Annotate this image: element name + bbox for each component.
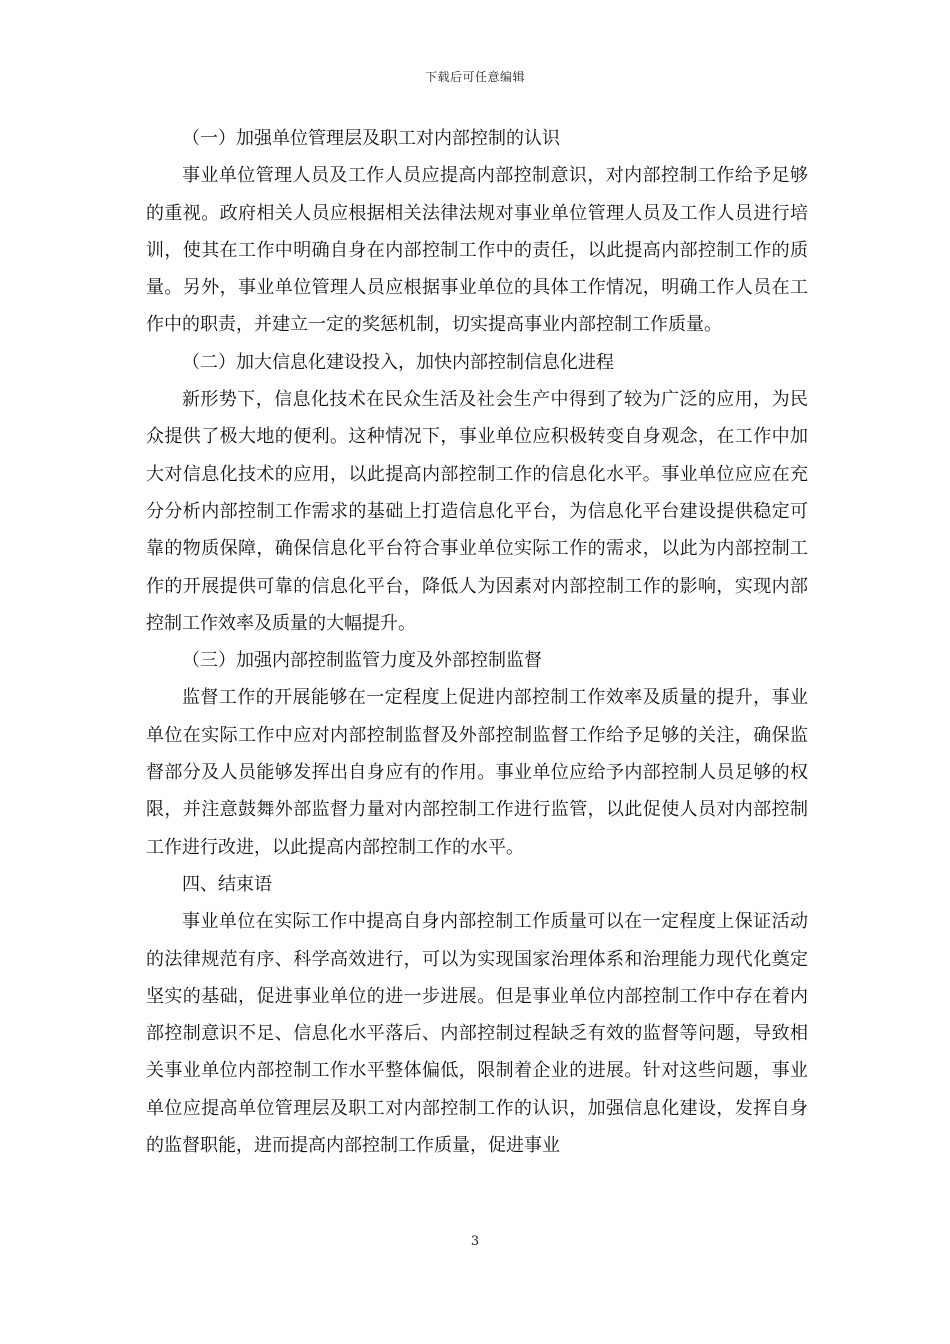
paragraph: 事业单位管理人员及工作人员应提高内部控制意识，对内部控制工作给予足够的重视。政府相关人员应根据相关法律法规对事业单位管理人员及工作人员进行培训，使其在工作中明确自身在内部控制工作中的责任，以此提高内部控制工作的质量。另外，事业单位管理人员应根据事业单位的具体工作情况，明确工作人员在工作中的职责，并建立一定的奖惩机制，切实提高事业内部控制工作质量。 (146, 165, 808, 336)
section-heading-4: 四、结束语 (182, 873, 272, 895)
section-heading-1: （一）加强单位管理层及职工对内部控制的认识 (182, 128, 560, 149)
page-number: 3 (470, 1234, 480, 1249)
section-heading-2: （二）加大信息化建设投入，加快内部控制信息化进程 (182, 351, 614, 373)
paragraph: 监督工作的开展能够在一定程度上促进内部控制工作效率及质量的提升，事业单位在实际工作中应对内部控制监督及外部控制监督工作给予足够的关注，确保监督部分及人员能够发挥出自身应有的作用。事业单位应给予内部控制人员足够的权限，并注意鼓舞外部监督力量对内部控制工作进行监管，以此促使人员对内部控制工作进行改进，以此提高内部控制工作的水平。 (146, 687, 808, 858)
section-heading-3: （三）加强内部控制监管力度及外部控制监督 (182, 650, 542, 672)
paragraph: 新形势下，信息化技术在民众生活及社会生产中得到了较为广泛的应用，为民众提供了极大地的便利。这种情况下，事业单位应积极转变自身观念，在工作中加大对信息化技术的应用，以此提高内部控制工作的信息化水平。事业单位应应在充分分析内部控制工作需求的基础上打造信息化平台，为信息化平台建设提供稳定可靠的物质保障，确保信息化平台符合事业单位实际工作的需求，以此为内部控制工作的开展提供可靠的信息化平台，降低人为因素对内部控制工作的影响，实现内部控制工作效率及质量的大幅提升。 (146, 389, 808, 634)
paragraph: 事业单位在实际工作中提高自身内部控制工作质量可以在一定程度上保证活动的法律规范有序、科学高效进行，可以为实现国家治理体系和治理能力现代化奠定坚实的基础，促进事业单位的进一步进展。但是事业单位内部控制工作中存在着内部控制意识不足、信息化水平落后、内部控制过程缺乏有效的监督等问题，导致相关事业单位内部控制工作水平整体偏低，限制着企业的进展。针对这些问题，事业单位应提高单位管理层及职工对内部控制工作的认识，加强信息化建设，发挥自身的监督职能，进而提高内部控制工作质量，促进事业 (146, 911, 808, 1157)
page-header: 下载后可任意编辑 (424, 70, 525, 84)
document-body (146, 120, 808, 1164)
